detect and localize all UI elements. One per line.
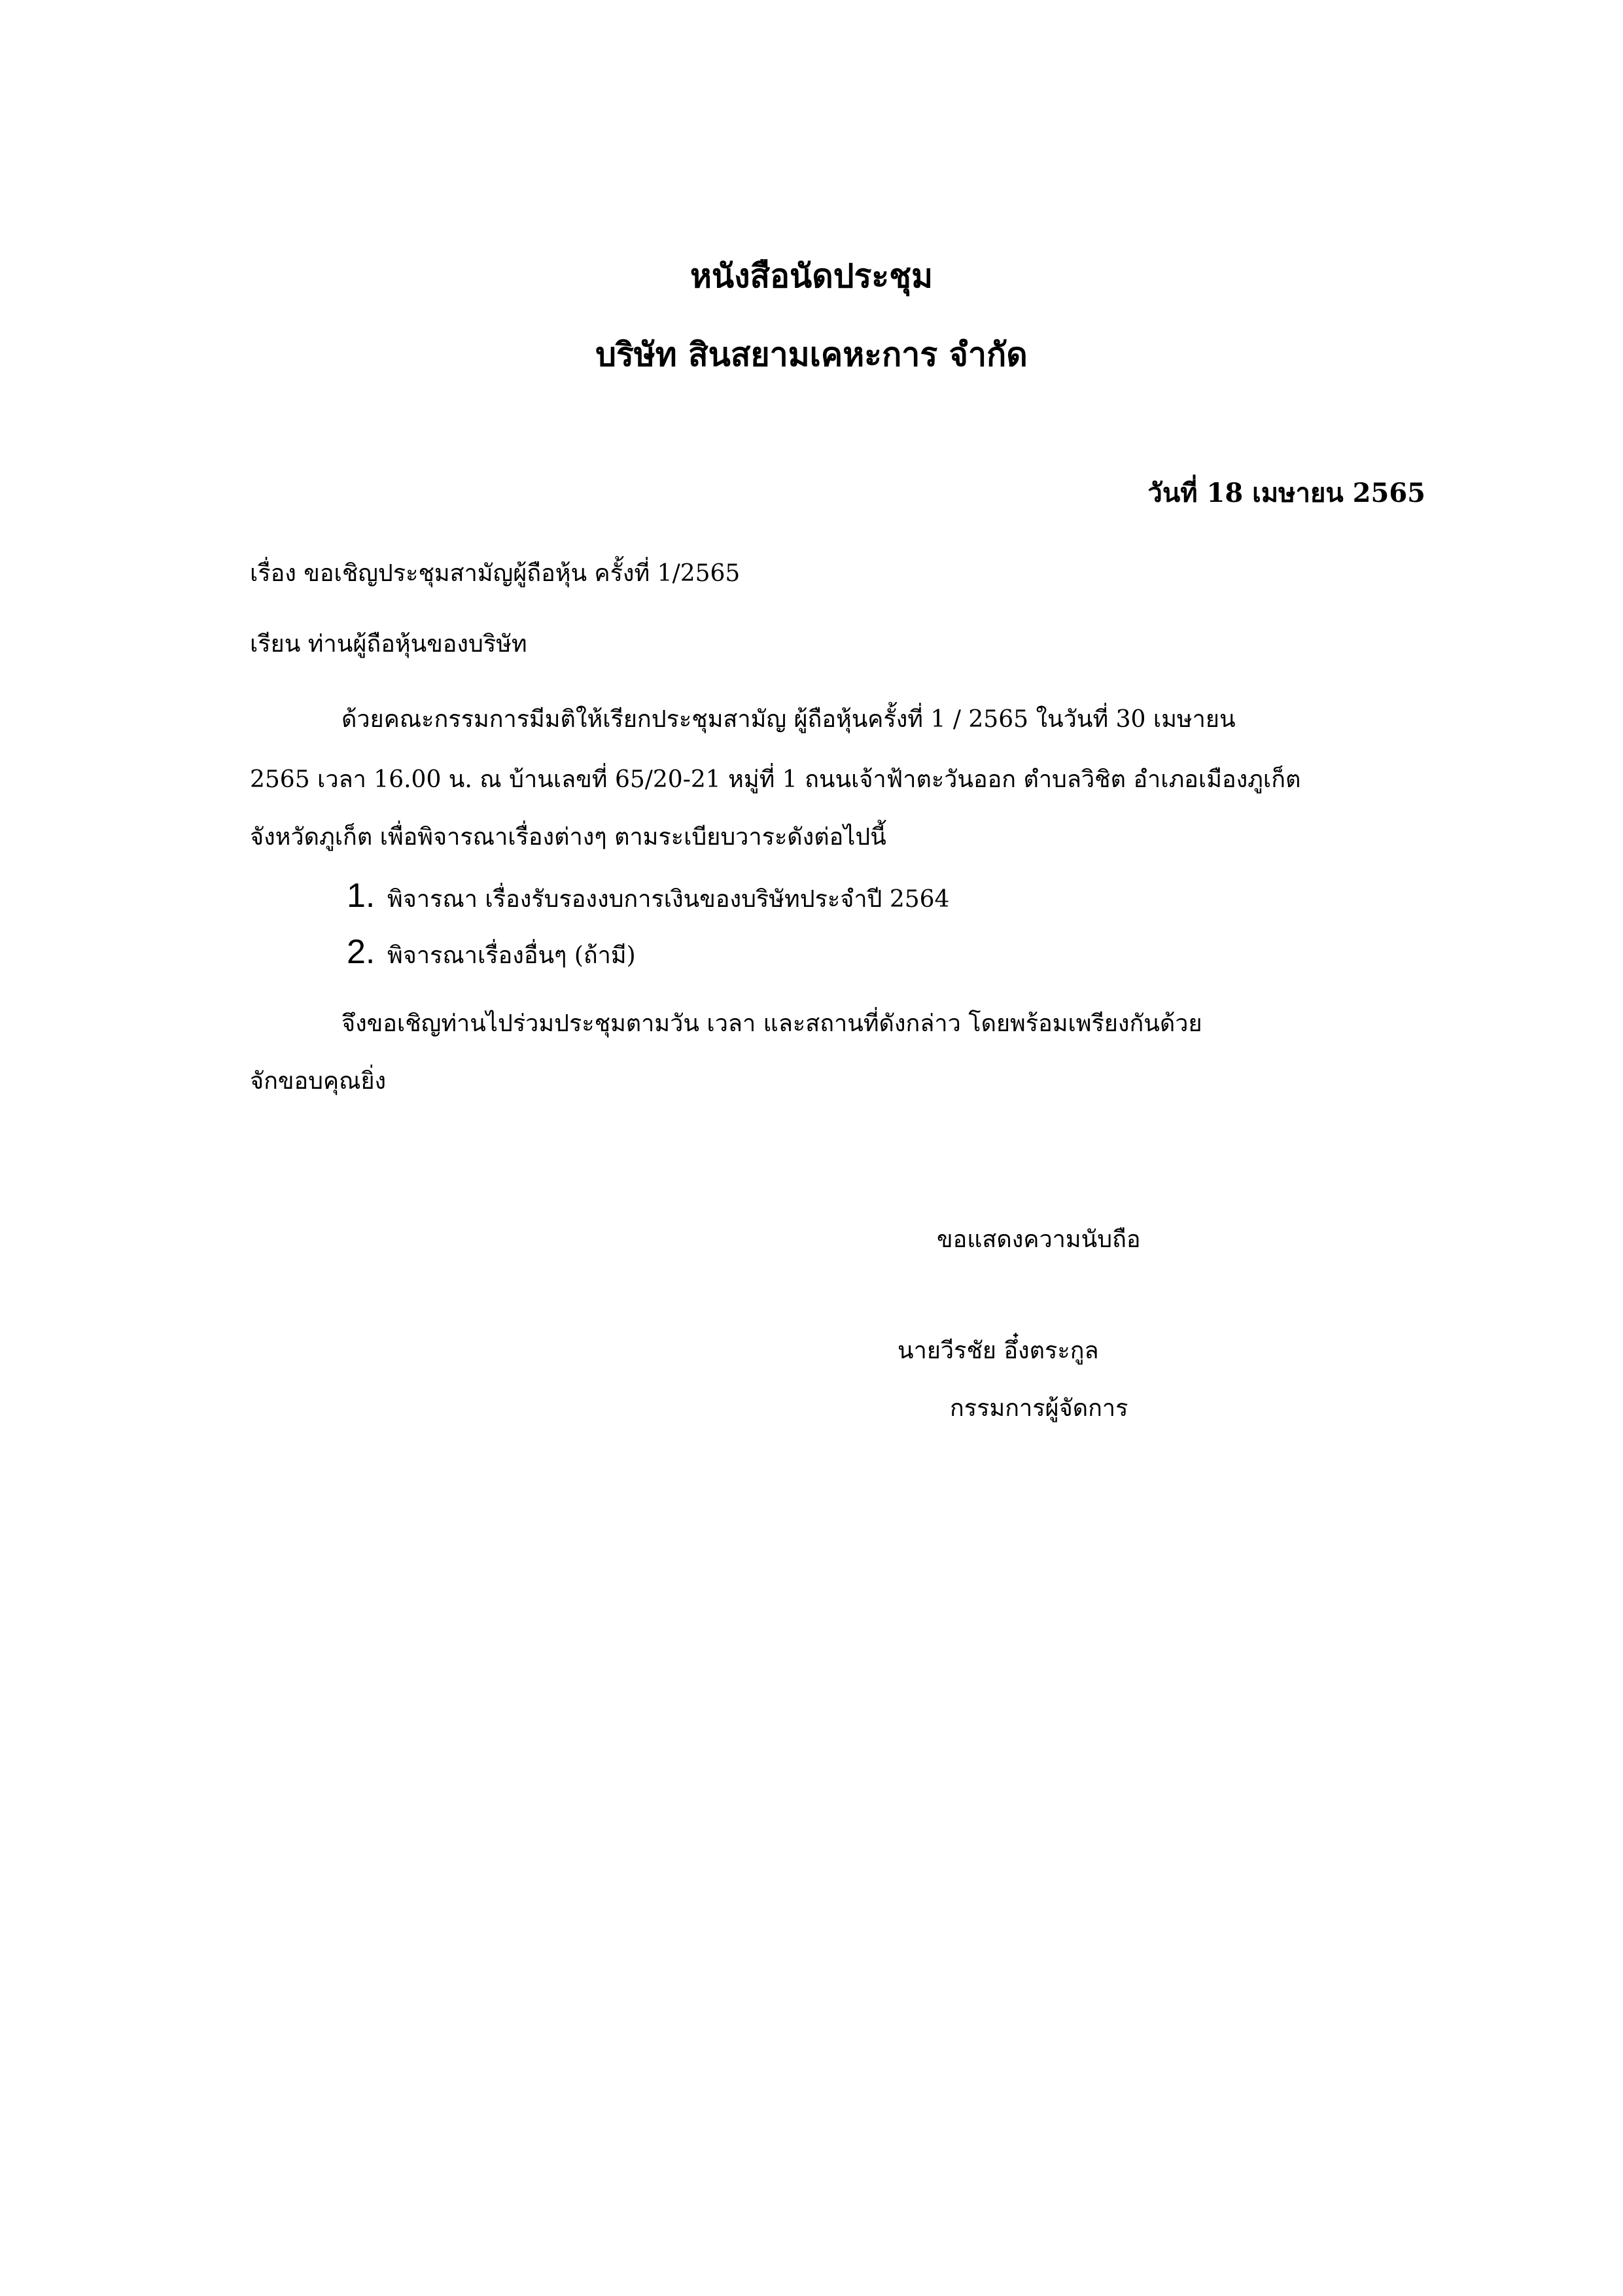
body-line-1: ด้วยคณะกรรมการมีมติให้เรียกประชุมสามัญ ผู้ถือหุ้นครั้งที่ 1 / 2565 ในวันที่ 30 เมษายน: [341, 706, 1236, 733]
agenda-item-text: พิจารณาเรื่องอื่นๆ (ถ้ามี): [387, 942, 636, 969]
agenda-item-1: [347, 875, 949, 916]
closing-line-1: จึงขอเชิญท่านไปร่วมประชุมตามวัน เวลา และสถานที่ดังกล่าว โดยพร้อมเพรียงกันด้วย: [341, 1010, 1202, 1037]
body-line-3: จังหวัดภูเก็ต เพื่อพิจารณาเรื่องต่างๆ ตามระเบียบวาระดังต่อไปนี้: [250, 824, 886, 851]
agenda-item-text: พิจารณา เรื่องรับรองงบการเงินของบริษัทประจำปี 2564: [387, 886, 950, 913]
letter-date: วันที่ 18 เมษายน 2565: [1147, 478, 1425, 508]
company-name: บริษัท สินสยามเคหะการ จำกัด: [595, 335, 1028, 374]
letter-title: หนังสือนัดประชุม: [689, 256, 934, 295]
closing-line-2: จักขอบคุณยิ่ง: [250, 1068, 387, 1095]
signer-name: นายวีรชัย อึ๋งตระกูล: [898, 1337, 1099, 1364]
agenda-item-number: 2.: [347, 933, 375, 971]
signer-title: กรรมการผู้จัดการ: [950, 1395, 1128, 1422]
body-line-2: 2565 เวลา 16.00 น. ณ บ้านเลขที่ 65/20-21 หมู่ที่ 1 ถนนเจ้าฟ้าตะวันออก ตำบลวิชิต อำเภอเมืองภูเก็ต: [250, 766, 1301, 793]
regards-line: ขอแสดงความนับถือ: [937, 1226, 1141, 1253]
salutation-line: เรียน ท่านผู้ถือหุ้นของบริษัท: [250, 631, 527, 658]
subject-line: เรื่อง ขอเชิญประชุมสามัญผู้ถือหุ้น ครั้งที่ 1/2565: [250, 560, 741, 587]
agenda-item-2: [347, 932, 636, 972]
agenda-item-number: 1.: [347, 877, 375, 915]
